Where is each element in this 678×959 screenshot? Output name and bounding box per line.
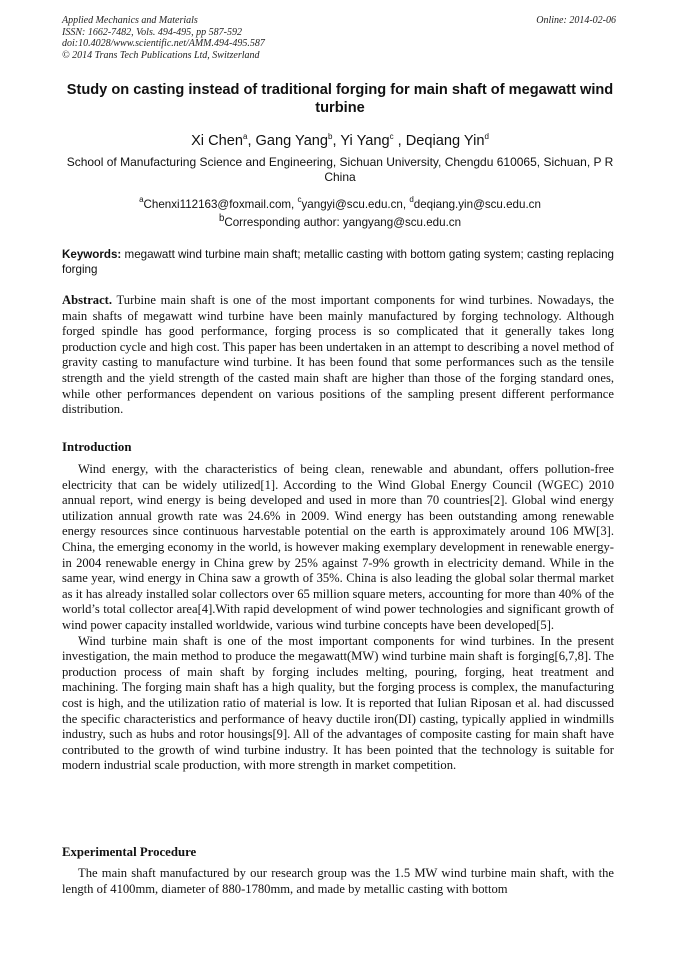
author-emails [62,192,618,212]
email-mark: c [297,195,302,204]
email-separator: , [402,198,410,211]
keywords-text: megawatt wind turbine main shaft; metallic casting with bottom gating system; casting replacing forging [62,248,614,276]
corresponding-text: Corresponding author: yangyang@scu.edu.cn [224,215,462,229]
introduction-heading: Introduction [62,440,132,454]
author-separator: , [332,133,341,149]
online-date: Online: 2014-02-06 [536,15,616,26]
email-link[interactable]: Chenxi112163@foxmail.com [143,198,292,211]
email-link[interactable]: yangyi@scu.edu.cn [301,198,403,211]
copyright-line: © 2014 Trans Tech Publications Ltd, Switzerland [62,49,260,61]
author-separator: , [247,133,256,149]
issn-line: ISSN: 1662-7482, Vols. 494-495, pp 587-592 [62,26,242,38]
paragraph: The main shaft manufactured by our research group was the 1.5 MW wind turbine main shaft, with the length of 4100mm, diameter of 880-1780mm, and made by metallic casting with bottom [62,866,614,896]
affiliation: School of Manufacturing Science and Engineering, Sichuan University, Chengdu 610065, Sichuan, P R China [66,155,614,184]
email-mark: a [139,195,144,204]
introduction-body [62,462,614,774]
email-separator: , [291,198,298,211]
author-name: Xi Chen [191,133,243,149]
doi-line: doi:10.4028/www.scientific.net/AMM.494-495.587 [62,38,265,50]
corresponding-mark: b [218,213,225,224]
abstract-label: Abstract. [62,293,113,307]
author-name: Yi Yang [340,133,390,149]
experimental-body [62,866,614,897]
author-affil-mark: c [389,132,394,141]
email-mark: d [409,195,414,204]
keywords-label: Keywords: [62,248,122,261]
author-name: Deqiang Yin [405,133,485,149]
keywords [62,248,614,277]
email-link[interactable]: deqiang.yin@scu.edu.cn [413,198,541,211]
paragraph: Wind energy, with the characteristics of being clean, renewable and abundant, offers pollution-free electricity that can be widely utilized[1]. According to the Wind Global Energy Council (WGEC) 2010 annual report, wind energy is being developed and used in more than 70 countries[2]. Global wind energy utilization annual growth rate was 24.6% in 2009. Wind energy has been outstanding among renewable energy resources since continuous harvestable potential on the earth is approximately around 106 MW[3]. China, the emerging economy in the world, is however making exemplary development in renewable energy-in 2004 renewable energy in China grew by 25% against 7-9% growth in electricity demand. While in the same year, wind energy in China saw a growth of 35%. China is also leading the global solar thermal market as it has already installed solar collectors over 65 million square meters, accounting for more than 40% of the world’s total collector area[4].With rapid development of wind power technologies and significant growth of wind power capacity installed worldwide, various wind turbine concepts have been developed[5]. [62,462,614,632]
abstract-text: Turbine main shaft is one of the most important components for wind turbines. Nowadays, the main shafts of megawatt wind turbine have been mainly manufactured by forging technology. Although forged spindle has good performance, forging process is so complicated that it generally takes long production cycle and high cost. This paper has been undertaken in an attempt to describing a novel method of gravity casting to manufacture wind turbine. It has been found that some performances such as the tensile strength and the yield strength of the casted main shaft are higher than those of the forging standard ones, while other performances dependent on various positions of the sampling present different performance distribution. [62,293,614,417]
author-affil-mark: a [242,132,248,141]
author-separator: , [393,133,406,149]
paper-title: Study on casting instead of traditional forging for main shaft of megawatt wind turbine [66,82,614,116]
journal-header [62,15,618,61]
experimental-heading: Experimental Procedure [62,845,197,859]
author-name: Gang Yang [255,133,329,149]
abstract [62,293,614,418]
journal-name: Applied Mechanics and Materials [62,15,198,26]
author-list [62,128,618,150]
author-affil-mark: b [328,132,333,141]
paragraph: Wind turbine main shaft is one of the most important components for wind turbines. In the present investigation, the main method to produce the megawatt(MW) wind turbine main shaft is forging[6,7,8]. The production process of main shaft by forging includes melting, pouring, forging, heat treatment and machining. The forging main shaft has a high quality, but the forging process is complex, the manufacturing cost is high, and the utilization ratio of material is low. It is reported that Iulian Riposan et al. had discussed the specific characteristics and performance of heavy ductile iron(DI) casting, typically applied in windmills industry, such as hubs and rotor housings[9]. All of the advantages of composite casting for main shaft have contributed to the growth of wind turbine industry. It has been pointed that the technology is suitable for modern industrial scale production, with more strength in market competition. [62,633,614,773]
corresponding-author [62,211,618,230]
author-affil-mark: d [484,132,489,141]
